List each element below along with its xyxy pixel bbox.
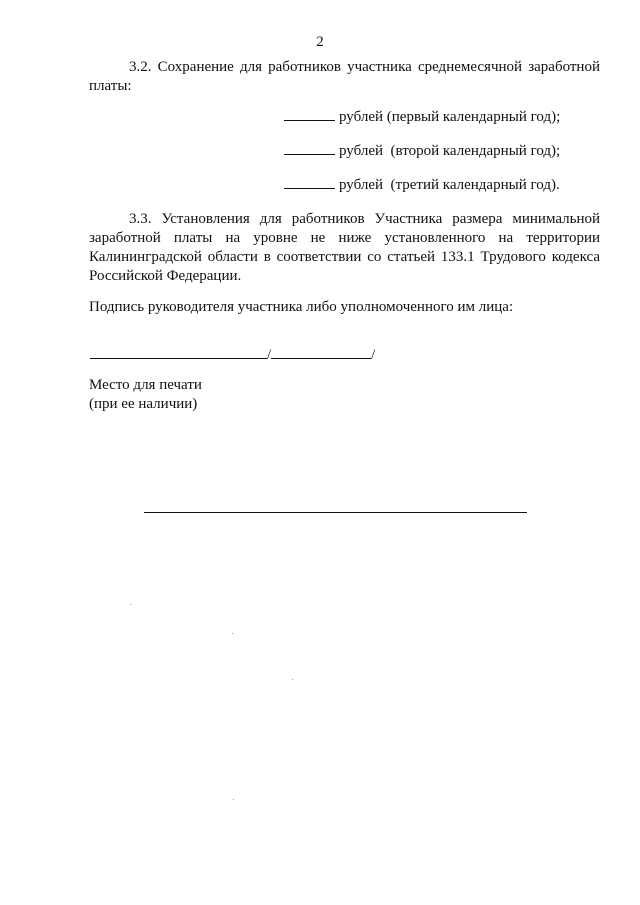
signature-label: Подпись руководителя участника либо уполномоченного им лица: <box>89 299 514 315</box>
blank-field <box>284 176 335 189</box>
page-number: 2 <box>316 34 324 50</box>
section-3-3-text: 3.3. Установления для работников Участника размера минимальной заработной платы на уровне не ниже установленного на территории Калининградской области в соответствии со статьей 133.1 Трудового кодекса Российской Федерации. <box>89 211 600 284</box>
end-of-document-rule <box>144 512 527 513</box>
rubles-line-year-3 <box>284 176 560 194</box>
blank-field <box>284 142 335 155</box>
signature-blank <box>90 346 267 359</box>
signature-line <box>90 346 375 362</box>
scan-speck <box>232 633 233 634</box>
rubles-label: рублей (второй календарный год); <box>339 143 561 159</box>
name-blank <box>271 346 371 359</box>
signature-separator: / <box>267 347 272 363</box>
rubles-line-year-1 <box>284 108 560 126</box>
stamp-place-note: (при ее наличии) <box>89 396 198 412</box>
scan-speck <box>233 799 234 800</box>
rubles-line-year-2 <box>284 142 560 160</box>
rubles-label: рублей (первый календарный год); <box>339 109 561 125</box>
signature-end: / <box>371 347 376 363</box>
section-3-2-text: 3.2. Сохранение для работников участника среднемесячной заработной платы: <box>89 59 600 94</box>
rubles-label: рублей (третий календарный год). <box>339 177 560 193</box>
stamp-place-label: Место для печати <box>89 377 202 393</box>
scan-speck <box>292 679 293 680</box>
blank-field <box>284 108 335 121</box>
scan-speck <box>130 604 131 605</box>
